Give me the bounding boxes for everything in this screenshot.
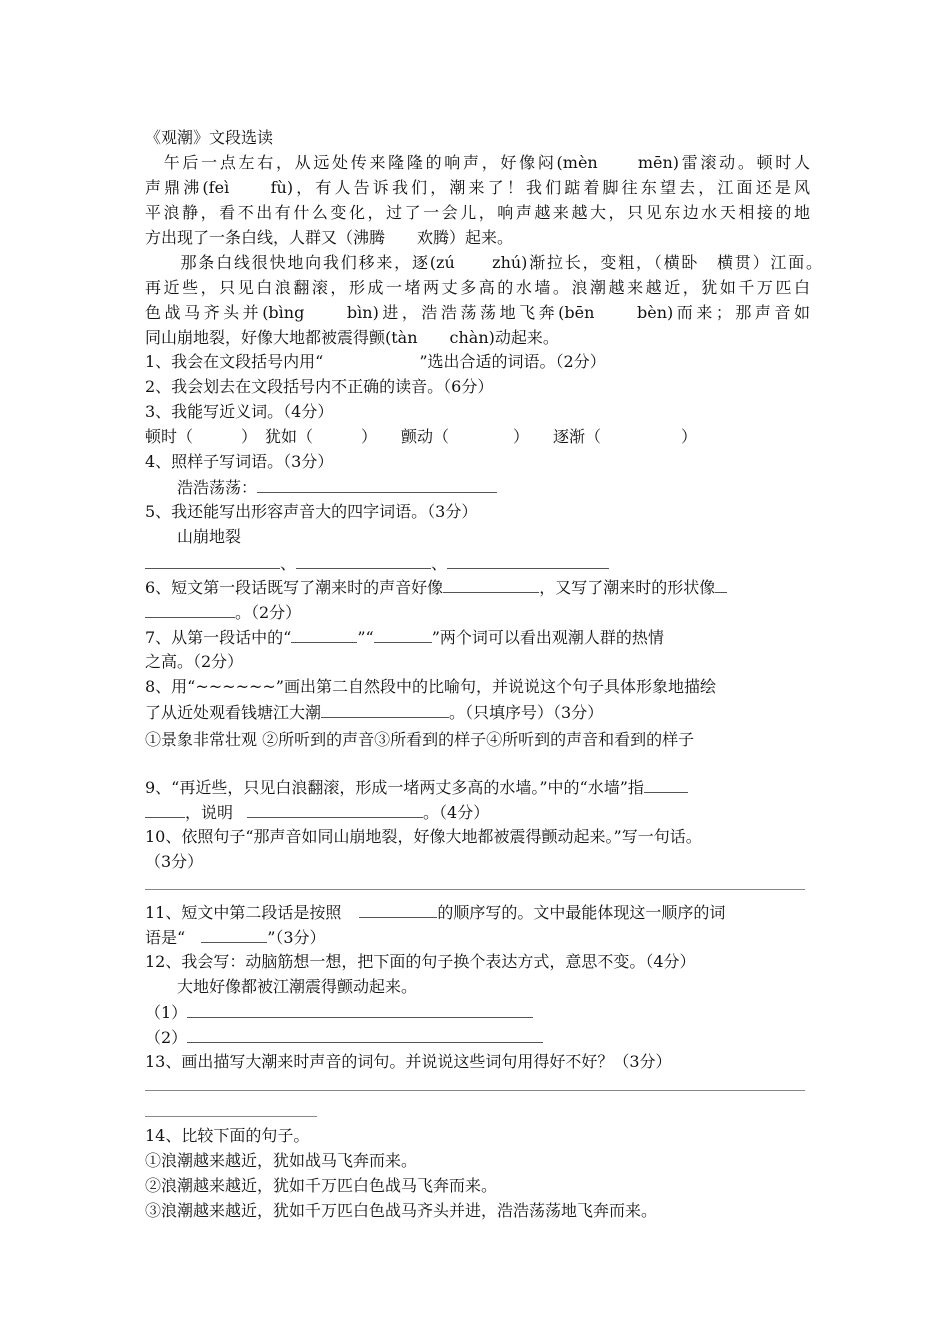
question-6 — [145, 577, 810, 598]
question-11-text: 语是“ — [145, 928, 186, 947]
answer-blank[interactable] — [187, 1027, 543, 1043]
answer-blank[interactable] — [374, 627, 432, 643]
question-6-text: 6、短文第一段话既写了潮来时的声音好像 — [145, 578, 444, 597]
question-7-text: 7、从第一段话中的“ — [145, 628, 292, 647]
item-label: （2） — [145, 1028, 188, 1047]
separator: 、 — [280, 554, 297, 573]
passage-title: 《观潮》文段选读 — [145, 128, 274, 147]
answer-blank[interactable] — [443, 577, 539, 593]
answer-blank[interactable] — [321, 702, 449, 718]
question-11-text: 11、短文中第二段话是按照 — [145, 903, 342, 922]
answer-blank[interactable] — [644, 777, 688, 793]
paragraph1-line2: 声鼎沸(feì fù)，有人告诉我们，潮来了！我们踮着脚往东望去，江面还是风 — [145, 178, 810, 197]
question-12-item-2 — [145, 1027, 810, 1048]
question-12-item-1 — [145, 1002, 810, 1023]
question-14-sentence-3: ③浪潮越来越近，犹如千万匹白色战马齐头并进，浩浩荡荡地飞奔而来。 — [145, 1201, 658, 1220]
question-1: 1、我会在文段括号内用“ ”选出合适的词语。（2分） — [145, 352, 606, 371]
question-8-text: 了从近处观看钱塘江大潮 — [145, 703, 322, 722]
paragraph2-line4: 同山崩地裂，好像大地都被震得颤(tàn chàn)动起来。 — [145, 328, 559, 347]
question-6-text: ，又写了潮来时的形状像 — [539, 578, 716, 597]
answer-line[interactable] — [145, 1090, 805, 1091]
separator: 、 — [431, 554, 448, 573]
paragraph1-line1: 午后一点左右，从远处传来隆隆的响声，好像闷(mèn mēn)雷滚动。顿时人 — [145, 153, 810, 172]
question-3-words: 顿时（ ） 犹如（ ） 颤动（ ） 逐渐（ ） — [145, 427, 698, 446]
question-7-cont: 之高。（2分） — [145, 652, 244, 671]
question-9-cont — [145, 802, 810, 823]
answer-blank[interactable] — [187, 1002, 533, 1018]
question-8: 8、用“~~~~~~”画出第二自然段中的比喻句，并说说这个句子具体形象地描绘 — [145, 677, 716, 696]
question-12-sentence: 大地好像都被江潮震得颤动起来。 — [145, 977, 418, 996]
question-14-sentence-1: ①浪潮越来越近，犹如战马飞奔而来。 — [145, 1151, 418, 1170]
answer-blank[interactable] — [145, 802, 185, 818]
answer-line[interactable] — [145, 1116, 317, 1117]
answer-blank[interactable] — [715, 577, 727, 593]
question-11-cont — [145, 927, 810, 948]
question-9 — [145, 777, 810, 798]
question-9-text: 。（4分） — [423, 803, 490, 822]
question-8-options: ①景象非常壮观 ②所听到的声音③所看到的样子④所听到的声音和看到的样子 — [145, 730, 695, 749]
paragraph1-line3: 平浪静，看不出有什么变化，过了一会儿，响声越来越大，只见东边水天相接的地 — [145, 203, 810, 222]
item-label: （1） — [145, 1003, 188, 1022]
question-10-cont: （3分） — [145, 852, 204, 871]
paragraph2-line2: 再近些，只见白浪翻滚，形成一堵两丈多高的水墙。浪潮越来越近，犹如千万匹白 — [145, 278, 810, 297]
paragraph2-line3: 色战马齐头并(bìng bìn)进，浩浩荡荡地飞奔(bēn bèn)而来；那声音如 — [145, 303, 810, 322]
answer-blank[interactable] — [257, 477, 497, 493]
question-14-sentence-2: ②浪潮越来越近，犹如千万匹白色战马飞奔而来。 — [145, 1176, 498, 1195]
question-9-text: ，说明 — [185, 803, 234, 822]
answer-blank[interactable] — [201, 927, 267, 943]
question-11-text: 的顺序写的。文中最能体现这一顺序的词 — [437, 903, 726, 922]
question-10: 10、依照句子“那声音如同山崩地裂，好像大地都被震得颤动起来。”写一句话。 — [145, 827, 702, 846]
question-8-cont — [145, 702, 810, 723]
answer-blank[interactable] — [447, 553, 609, 569]
question-8-text: 。（只填序号）（3分） — [449, 703, 604, 722]
answer-blank[interactable] — [247, 802, 423, 818]
answer-blank[interactable] — [296, 553, 431, 569]
question-5-example: 山崩地裂 — [145, 527, 242, 546]
answer-blank[interactable] — [359, 902, 437, 918]
question-5: 5、我还能写出形容声音大的四字词语。（3分） — [145, 502, 478, 521]
question-11 — [145, 902, 810, 923]
example-word: 浩浩荡荡： — [145, 478, 258, 497]
question-9-text: 9、“再近些，只见白浪翻滚，形成一堵两丈多高的水墙。”中的“水墙”指 — [145, 778, 644, 797]
question-14: 14、比较下面的句子。 — [145, 1126, 310, 1145]
question-7-text: ”两个词可以看出观潮人群的热情 — [431, 628, 664, 647]
question-3: 3、我能写近义词。（4分） — [145, 402, 334, 421]
answer-blank[interactable] — [145, 602, 235, 618]
answer-blank[interactable] — [145, 553, 280, 569]
question-11-text: ”（3分） — [267, 928, 326, 947]
question-12: 12、我会写：动脑筋想一想，把下面的句子换个表达方式，意思不变。（4分） — [145, 952, 696, 971]
question-2: 2、我会划去在文段括号内不正确的读音。（6分） — [145, 377, 494, 396]
paragraph1-line4: 方出现了一条白线，人群又（沸腾 欢腾）起来。 — [145, 228, 514, 247]
question-4-example — [145, 477, 810, 498]
answer-line[interactable] — [145, 889, 805, 890]
answer-blank[interactable] — [291, 627, 357, 643]
question-7 — [145, 627, 810, 648]
question-5-blanks — [145, 553, 810, 574]
question-7-text: ”“ — [357, 628, 374, 647]
question-4: 4、照样子写词语。（3分） — [145, 452, 334, 471]
paragraph2-line1: 那条白线很快地向我们移来，逐(zú zhú)渐拉长，变粗，（横卧 横贯）江面。 — [145, 253, 822, 272]
question-6-text: 。（2分） — [235, 603, 302, 622]
question-6-cont — [145, 602, 810, 623]
question-13: 13、画出描写大潮来时声音的词句。并说说这些词句用得好不好？（3分） — [145, 1052, 672, 1071]
